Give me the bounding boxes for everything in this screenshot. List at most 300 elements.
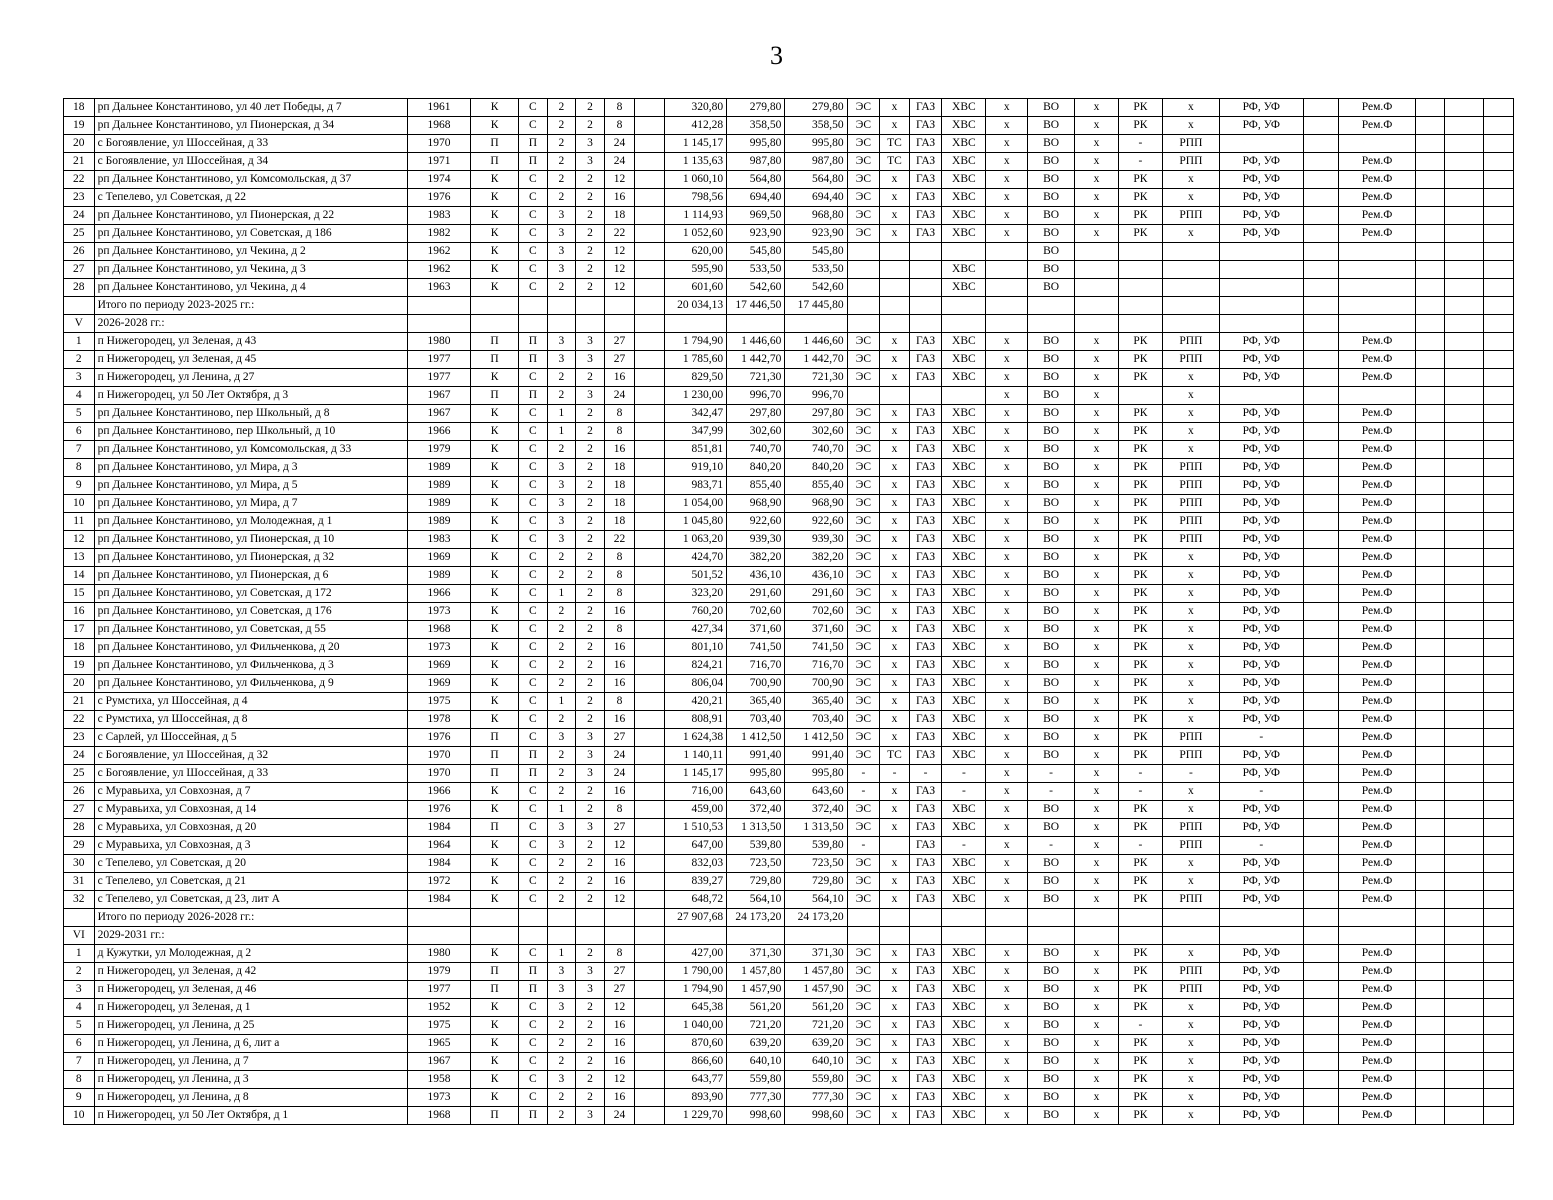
cell-u3: ГАЗ: [909, 603, 942, 621]
cell-u4: ХВС: [942, 531, 986, 549]
cell-u5: х: [986, 225, 1028, 243]
cell-c1: К: [471, 1035, 519, 1053]
cell-u9: [1162, 315, 1219, 333]
cell-a2: 1 446,60: [727, 333, 785, 351]
cell-u8: [1118, 261, 1162, 279]
table-row: [64, 801, 1514, 819]
cell-u2: х: [880, 369, 910, 387]
cell-u7: х: [1075, 225, 1119, 243]
cell-r4: [1484, 171, 1514, 189]
cell-u9: х: [1162, 405, 1219, 423]
cell-name: с Богоявление, ул Шоссейная, д 33: [94, 135, 407, 153]
cell-r1: Рем.Ф: [1339, 477, 1416, 495]
cell-u10: РФ, УФ: [1219, 711, 1303, 729]
table-row: [64, 891, 1514, 909]
cell-c2: С: [519, 225, 548, 243]
cell-u7: х: [1075, 747, 1119, 765]
cell-a2: 1 457,90: [727, 981, 785, 999]
cell-r2: [1415, 513, 1445, 531]
cell-u4: ХВС: [942, 351, 986, 369]
cell-name: рп Дальнее Константиново, ул Советская, д 172: [94, 585, 407, 603]
cell-u3: ГАЗ: [909, 729, 942, 747]
cell-year: 1974: [407, 171, 470, 189]
cell-u2: [880, 927, 910, 945]
cell-n: 8: [64, 459, 95, 477]
table-row: [64, 189, 1514, 207]
cell-u3: ГАЗ: [909, 549, 942, 567]
cell-u3: ГАЗ: [909, 117, 942, 135]
cell-u3: ГАЗ: [909, 405, 942, 423]
cell-u7: х: [1075, 135, 1119, 153]
cell-u10: -: [1219, 837, 1303, 855]
cell-u3: ГАЗ: [909, 495, 942, 513]
cell-r3: [1445, 729, 1484, 747]
cell-u9: х: [1162, 711, 1219, 729]
cell-a2: 923,90: [727, 225, 785, 243]
cell-r2: [1415, 909, 1445, 927]
cell-c1: П: [471, 963, 519, 981]
cell-r3: [1445, 711, 1484, 729]
cell-u1: ЭС: [847, 819, 880, 837]
section-row: [64, 927, 1514, 945]
cell-r1: Рем.Ф: [1339, 567, 1416, 585]
cell-c1: К: [471, 207, 519, 225]
cell-c4: 2: [576, 891, 605, 909]
cell-a1: [664, 315, 726, 333]
cell-r3: [1445, 369, 1484, 387]
cell-r2: [1415, 945, 1445, 963]
cell-u1: ЭС: [847, 963, 880, 981]
cell-r3: [1445, 297, 1484, 315]
cell-u9: РПП: [1162, 891, 1219, 909]
cell-u1: ЭС: [847, 1071, 880, 1089]
cell-n: 25: [64, 765, 95, 783]
cell-r1: Рем.Ф: [1339, 585, 1416, 603]
cell-u5: х: [986, 639, 1028, 657]
cell-u11: [1303, 603, 1339, 621]
table-row: [64, 603, 1514, 621]
cell-c1: К: [471, 531, 519, 549]
cell-r1: Рем.Ф: [1339, 189, 1416, 207]
cell-c1: К: [471, 999, 519, 1017]
cell-year: 1970: [407, 747, 470, 765]
cell-a2: 1 313,50: [727, 819, 785, 837]
cell-c5: 8: [604, 585, 635, 603]
cell-a1: 983,71: [664, 477, 726, 495]
cell-u10: РФ, УФ: [1219, 1017, 1303, 1035]
cell-u10: РФ, УФ: [1219, 603, 1303, 621]
cell-a2: 716,70: [727, 657, 785, 675]
cell-a1: 1 624,38: [664, 729, 726, 747]
cell-u11: [1303, 495, 1339, 513]
cell-u9: х: [1162, 873, 1219, 891]
cell-u10: РФ, УФ: [1219, 1053, 1303, 1071]
cell-r4: [1484, 693, 1514, 711]
cell-c5: 27: [604, 333, 635, 351]
cell-year: 1984: [407, 819, 470, 837]
cell-r4: [1484, 747, 1514, 765]
cell-u6: [1028, 927, 1075, 945]
cell-a1: 1 045,80: [664, 513, 726, 531]
cell-r2: [1415, 405, 1445, 423]
cell-u10: РФ, УФ: [1219, 189, 1303, 207]
cell-c6: [635, 675, 665, 693]
cell-a3: 923,90: [785, 225, 847, 243]
cell-u1: ЭС: [847, 477, 880, 495]
cell-year: 1963: [407, 279, 470, 297]
cell-u7: [1075, 927, 1119, 945]
cell-u2: х: [880, 981, 910, 999]
cell-name: рп Дальнее Константиново, ул Чекина, д 4: [94, 279, 407, 297]
cell-u4: ХВС: [942, 153, 986, 171]
cell-c3: 2: [547, 99, 576, 117]
cell-c3: 3: [547, 981, 576, 999]
cell-u9: РПП: [1162, 495, 1219, 513]
cell-u4: [942, 387, 986, 405]
cell-r4: [1484, 639, 1514, 657]
table-row: [64, 351, 1514, 369]
cell-r4: [1484, 351, 1514, 369]
cell-name: рп Дальнее Константиново, ул Мира, д 5: [94, 477, 407, 495]
cell-u3: ГАЗ: [909, 351, 942, 369]
cell-u2: х: [880, 117, 910, 135]
cell-a1: 839,27: [664, 873, 726, 891]
cell-u5: х: [986, 153, 1028, 171]
cell-c2: С: [519, 207, 548, 225]
table-row: [64, 153, 1514, 171]
cell-year: 1975: [407, 693, 470, 711]
cell-c1: П: [471, 747, 519, 765]
cell-c5: 16: [604, 657, 635, 675]
cell-c2: С: [519, 999, 548, 1017]
cell-u8: РК: [1118, 513, 1162, 531]
cell-u6: ВО: [1028, 675, 1075, 693]
cell-u9: х: [1162, 1089, 1219, 1107]
cell-r2: [1415, 621, 1445, 639]
cell-a3: 279,80: [785, 99, 847, 117]
cell-a1: 424,70: [664, 549, 726, 567]
cell-r4: [1484, 207, 1514, 225]
cell-c6: [635, 315, 665, 333]
cell-n: 1: [64, 333, 95, 351]
cell-year: 1977: [407, 981, 470, 999]
cell-u6: ВО: [1028, 819, 1075, 837]
cell-u3: ГАЗ: [909, 531, 942, 549]
cell-u9: РПП: [1162, 135, 1219, 153]
cell-name: п Нижегородец, ул Зеленая, д 42: [94, 963, 407, 981]
cell-u1: ЭС: [847, 459, 880, 477]
cell-name: с Румстиха, ул Шоссейная, д 8: [94, 711, 407, 729]
cell-c1: К: [471, 1089, 519, 1107]
cell-u8: РК: [1118, 405, 1162, 423]
cell-u6: ВО: [1028, 1071, 1075, 1089]
cell-u5: х: [986, 963, 1028, 981]
cell-a2: 533,50: [727, 261, 785, 279]
cell-r2: [1415, 423, 1445, 441]
cell-c4: 2: [576, 477, 605, 495]
cell-a1: 716,00: [664, 783, 726, 801]
cell-u7: х: [1075, 441, 1119, 459]
cell-c2: П: [519, 981, 548, 999]
cell-r4: [1484, 927, 1514, 945]
cell-u7: х: [1075, 369, 1119, 387]
cell-u8: [1118, 387, 1162, 405]
table-row: [64, 819, 1514, 837]
cell-u6: ВО: [1028, 963, 1075, 981]
table-row: [64, 1035, 1514, 1053]
cell-year: 1979: [407, 963, 470, 981]
cell-u1: ЭС: [847, 585, 880, 603]
cell-year: 1973: [407, 639, 470, 657]
cell-name: рп Дальнее Константиново, ул Пионерская, д 6: [94, 567, 407, 585]
cell-r4: [1484, 423, 1514, 441]
cell-u3: ГАЗ: [909, 1107, 942, 1125]
cell-u2: х: [880, 657, 910, 675]
cell-a1: 832,03: [664, 855, 726, 873]
cell-c3: 3: [547, 1071, 576, 1089]
cell-u7: х: [1075, 657, 1119, 675]
cell-a2: 721,20: [727, 1017, 785, 1035]
cell-u6: ВО: [1028, 1107, 1075, 1125]
cell-a2: 371,60: [727, 621, 785, 639]
cell-n: [64, 297, 95, 315]
cell-a3: 855,40: [785, 477, 847, 495]
cell-u10: РФ, УФ: [1219, 747, 1303, 765]
cell-u9: х: [1162, 801, 1219, 819]
cell-c1: К: [471, 459, 519, 477]
cell-r2: [1415, 873, 1445, 891]
cell-a3: 721,30: [785, 369, 847, 387]
cell-r3: [1445, 909, 1484, 927]
cell-c6: [635, 873, 665, 891]
cell-n: 9: [64, 1089, 95, 1107]
table-row: [64, 117, 1514, 135]
cell-n: 28: [64, 819, 95, 837]
cell-a1: 412,28: [664, 117, 726, 135]
cell-r2: [1415, 855, 1445, 873]
cell-u5: х: [986, 1035, 1028, 1053]
cell-n: 11: [64, 513, 95, 531]
cell-u5: [986, 927, 1028, 945]
cell-c4: 2: [576, 783, 605, 801]
cell-a3: [785, 927, 847, 945]
cell-c3: 2: [547, 891, 576, 909]
cell-r3: [1445, 99, 1484, 117]
cell-u8: РК: [1118, 441, 1162, 459]
cell-u8: -: [1118, 1017, 1162, 1035]
cell-u5: х: [986, 657, 1028, 675]
cell-r1: Рем.Ф: [1339, 981, 1416, 999]
cell-u5: [986, 279, 1028, 297]
cell-u8: [1118, 315, 1162, 333]
cell-c6: [635, 225, 665, 243]
cell-r4: [1484, 369, 1514, 387]
cell-c6: [635, 189, 665, 207]
cell-r3: [1445, 477, 1484, 495]
cell-r4: [1484, 1053, 1514, 1071]
cell-u7: х: [1075, 423, 1119, 441]
cell-r2: [1415, 153, 1445, 171]
cell-c1: К: [471, 243, 519, 261]
cell-r2: [1415, 369, 1445, 387]
cell-n: 16: [64, 603, 95, 621]
cell-r1: Рем.Ф: [1339, 621, 1416, 639]
cell-r4: [1484, 765, 1514, 783]
cell-r2: [1415, 837, 1445, 855]
cell-u3: ГАЗ: [909, 1071, 942, 1089]
cell-c5: 16: [604, 1035, 635, 1053]
table-row: [64, 477, 1514, 495]
cell-u4: ХВС: [942, 135, 986, 153]
cell-r1: Рем.Ф: [1339, 1035, 1416, 1053]
cell-year: 1966: [407, 783, 470, 801]
cell-u7: х: [1075, 495, 1119, 513]
cell-c5: 16: [604, 603, 635, 621]
cell-c3: 3: [547, 999, 576, 1017]
cell-c4: 2: [576, 639, 605, 657]
cell-name: п Нижегородец, ул Зеленая, д 43: [94, 333, 407, 351]
cell-u1: [847, 387, 880, 405]
cell-u3: [909, 387, 942, 405]
cell-year: 1952: [407, 999, 470, 1017]
cell-year: 1989: [407, 513, 470, 531]
cell-u3: [909, 261, 942, 279]
cell-u10: РФ, УФ: [1219, 513, 1303, 531]
cell-name: рп Дальнее Константиново, ул Пионерская, д 32: [94, 549, 407, 567]
cell-c3: 2: [547, 657, 576, 675]
cell-c5: 27: [604, 981, 635, 999]
cell-n: 6: [64, 1035, 95, 1053]
cell-c6: [635, 693, 665, 711]
cell-u4: ХВС: [942, 279, 986, 297]
cell-year: 1967: [407, 1053, 470, 1071]
cell-year: 1976: [407, 801, 470, 819]
cell-year: [407, 927, 470, 945]
cell-u8: РК: [1118, 495, 1162, 513]
cell-a3: 564,10: [785, 891, 847, 909]
cell-u8: РК: [1118, 549, 1162, 567]
cell-year: 1980: [407, 945, 470, 963]
cell-c6: [635, 261, 665, 279]
cell-u8: РК: [1118, 1089, 1162, 1107]
cell-r2: [1415, 675, 1445, 693]
cell-u5: х: [986, 513, 1028, 531]
cell-c3: 3: [547, 261, 576, 279]
cell-u9: х: [1162, 1071, 1219, 1089]
cell-name: рп Дальнее Константиново, ул Фильченкова, д 9: [94, 675, 407, 693]
cell-r3: [1445, 459, 1484, 477]
table-row: [64, 837, 1514, 855]
table-row: [64, 693, 1514, 711]
cell-year: 1973: [407, 603, 470, 621]
cell-u11: [1303, 1035, 1339, 1053]
cell-u11: [1303, 297, 1339, 315]
cell-c2: С: [519, 1071, 548, 1089]
cell-u10: РФ, УФ: [1219, 477, 1303, 495]
cell-u11: [1303, 783, 1339, 801]
cell-u11: [1303, 243, 1339, 261]
cell-u4: ХВС: [942, 1107, 986, 1125]
cell-a2: 702,60: [727, 603, 785, 621]
table-row: [64, 405, 1514, 423]
cell-c6: [635, 819, 665, 837]
cell-r4: [1484, 711, 1514, 729]
cell-a2: 564,10: [727, 891, 785, 909]
cell-u6: ВО: [1028, 225, 1075, 243]
cell-u7: х: [1075, 153, 1119, 171]
cell-r2: [1415, 333, 1445, 351]
table-row: [64, 963, 1514, 981]
cell-c3: 3: [547, 333, 576, 351]
cell-r2: [1415, 927, 1445, 945]
cell-u5: х: [986, 387, 1028, 405]
cell-c4: 3: [576, 351, 605, 369]
cell-c6: [635, 423, 665, 441]
cell-u8: [1118, 279, 1162, 297]
cell-r2: [1415, 1017, 1445, 1035]
cell-c1: П: [471, 135, 519, 153]
cell-u9: х: [1162, 945, 1219, 963]
cell-u8: РК: [1118, 585, 1162, 603]
cell-u8: РК: [1118, 171, 1162, 189]
cell-c6: [635, 243, 665, 261]
cell-u3: [909, 315, 942, 333]
cell-u7: х: [1075, 1053, 1119, 1071]
cell-r1: [1339, 297, 1416, 315]
cell-c1: К: [471, 441, 519, 459]
table-row: [64, 99, 1514, 117]
cell-u8: РК: [1118, 1035, 1162, 1053]
cell-r2: [1415, 297, 1445, 315]
cell-c5: 16: [604, 1089, 635, 1107]
cell-u3: ГАЗ: [909, 153, 942, 171]
cell-c4: 2: [576, 171, 605, 189]
cell-r2: [1415, 747, 1445, 765]
cell-c2: П: [519, 963, 548, 981]
cell-c1: П: [471, 351, 519, 369]
cell-u10: РФ, УФ: [1219, 369, 1303, 387]
cell-r3: [1445, 765, 1484, 783]
cell-c2: П: [519, 153, 548, 171]
cell-u10: РФ, УФ: [1219, 639, 1303, 657]
cell-u10: РФ, УФ: [1219, 1107, 1303, 1125]
cell-a1: 870,60: [664, 1035, 726, 1053]
cell-u9: х: [1162, 1017, 1219, 1035]
cell-year: 1976: [407, 189, 470, 207]
cell-name: Итого по периоду 2023-2025 гг.:: [94, 297, 407, 315]
cell-u5: х: [986, 1017, 1028, 1035]
cell-c3: 2: [547, 1035, 576, 1053]
cell-r4: [1484, 117, 1514, 135]
cell-u8: [1118, 909, 1162, 927]
cell-a1: 1 052,60: [664, 225, 726, 243]
cell-a3: 702,60: [785, 603, 847, 621]
cell-r1: Рем.Ф: [1339, 459, 1416, 477]
cell-u3: ГАЗ: [909, 747, 942, 765]
cell-c3: 2: [547, 153, 576, 171]
cell-u6: ВО: [1028, 747, 1075, 765]
cell-u2: [880, 315, 910, 333]
cell-c1: К: [471, 189, 519, 207]
cell-r1: Рем.Ф: [1339, 801, 1416, 819]
cell-r4: [1484, 153, 1514, 171]
cell-a1: 323,20: [664, 585, 726, 603]
cell-n: 7: [64, 441, 95, 459]
cell-u6: ВО: [1028, 441, 1075, 459]
cell-c5: [604, 909, 635, 927]
cell-c3: 2: [547, 171, 576, 189]
cell-u1: [847, 297, 880, 315]
